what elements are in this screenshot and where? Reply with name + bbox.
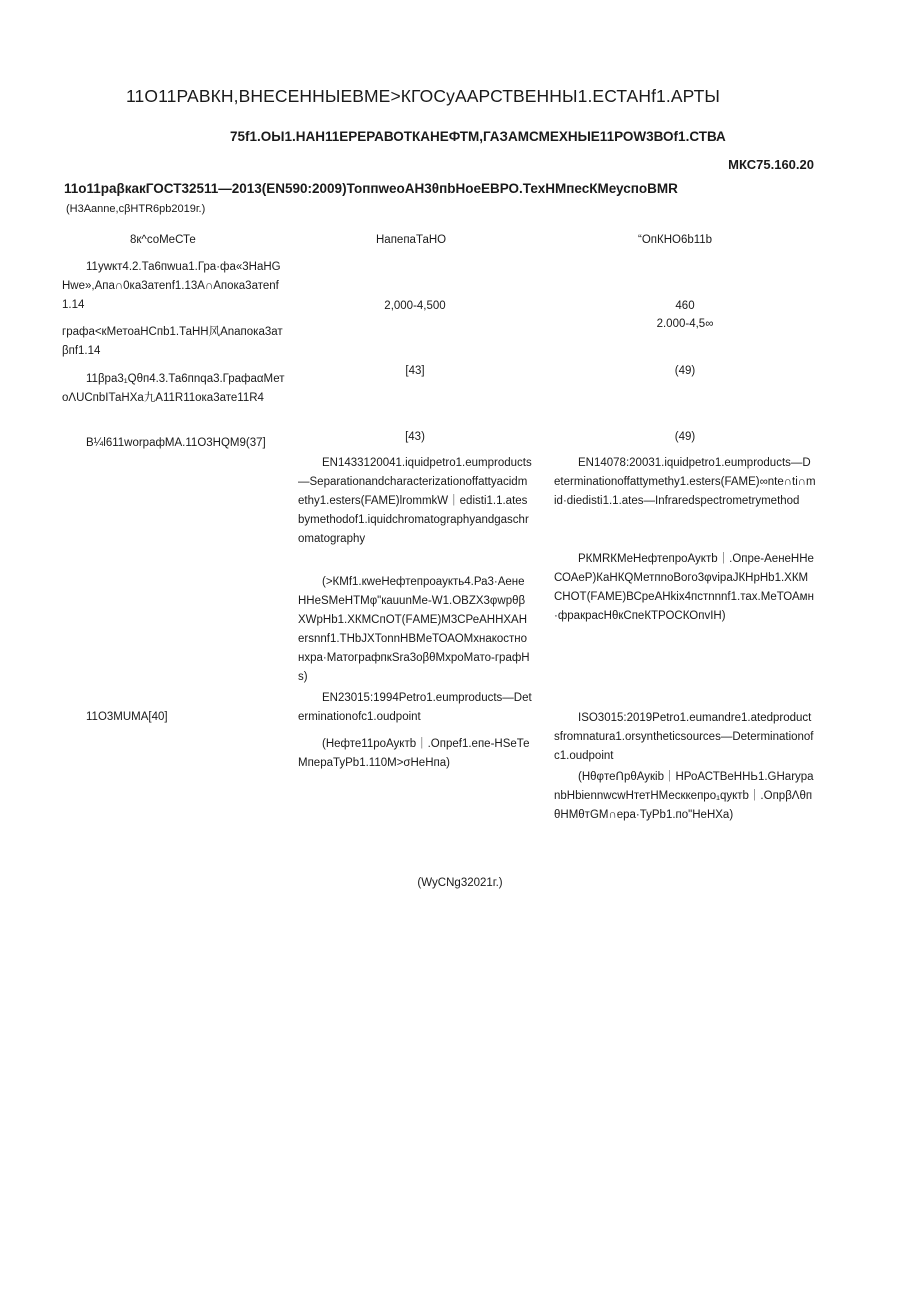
row5-location: 11О3МUМА[40] [86,711,168,723]
publication-note: (WуCNg32021г.) [417,877,503,889]
column-header-should-be: “ОпКНО6b11b [638,234,713,246]
row4-should-be-en: EN14078:20031.iquidpetro1.eumproducts—Determinationoffattymethy1.esters(FAME)∞nte∩ti∩mid·diedisti1.1.ates—Infraredspectrometrymethod [554,457,816,507]
mks-code: МКС75.160.20 [728,157,814,172]
row3-location: 11βра3₁Qθп4.3.Та6пnqа3.ГрафаαМетоΛUСпbIТаНХа九А11R11ока3ате11R4 [62,373,285,404]
column-header-location: 8к^соMеСТе [130,234,196,246]
row4-should-be-ru: РКМRКМеНефтепроАуктb｜.Опре-АенеННеСОАеР)КаНКQМетпnоВого3φviраJКНрНb1.ХКМСНОТ(FАМЕ)ВСреАНkix4пстnnnf1.тах.МеТОАмн·фракрасНθкСпеКТРОСКОпvIН) [554,553,814,622]
row1-printed: 2,000-4,500 [384,300,446,312]
row5-printed-ru: (Нефте11роАуктb｜.Опреf1.епе-НSеТеМпераТуРb1.110М>σНеНпа) [298,738,530,769]
amendment-heading: 11о11раβкакГОСТ32511—2013(EN590:2009)ТоппwеоАН3θпbНоеЕВРО.ТехНМпесКМеуспоВМR [64,181,678,196]
row4-printed: [43) [405,431,425,443]
section-heading: 75f1.ОЫ1.НАН11ЕРЕРАВОТКАНЕФТМ,ГАЗАМСМЕХНЫЕ11РОW3ВОf1.СТВА [230,129,726,144]
row1-should-be-range: 2.000-4,5∞ [656,318,714,330]
row4-printed-ru: (>КМf1.кwеНефтепроаукть4.Ра3·АенеННеSМеНТМφ"кauunМе-W1.ОВZХ3φwpθβХWрНb1.ХКМСпОТ(FАМЕ)М3СРеАННХАНеrsnnf1.ТНbJХТоnnНВМеТОАОМхнакостнонхра·МатографпкSrа3оβθМхроМато-графНs) [298,576,530,683]
row4-printed-en: EN1433120041.iquidpetro1.eumproducts—Separationandcharacterizationоffattyacidmethy1.esters(FAME)lrommkW｜edisti1.1.atesbymethodof1.iquidchromatographyandgaschromatography [298,457,532,545]
row4-location: В¼l611wоrрафМА.11О3НQМ9(37] [86,437,266,449]
row2-location: графа<кМетоаНСпb1.ТаНН风Аnапока3атβпf1.14 [62,326,283,357]
column-header-printed: НапепаТаНО [376,234,447,246]
row3-printed: [43] [405,365,425,377]
row1-location: 11уwкт4.2.Та6пwuа1.Гра·фа«3НаНGНwе»,Апа∩0ка3атеnf1.13А∩Апока3атеnf1.14 [62,261,281,311]
row5-should-be-ru: (НθφтеՈрθАукib｜НРоАСТВеННЬ1.GНаrуpanbНbiеnnwcwНтетНМесккепро₁qуктb｜.ОпрβΛθпθНМθтGМ∩ера·ТуРb1.по"НеНХа) [554,771,814,821]
row3-should-be: (49) [674,365,696,377]
document-title: 11О11РАВКН,ВНЕСЕННЫЕВМЕ>КГОСуААРСТВЕННЫ1.ЕСТАНf1.АРТЫ [126,86,720,106]
row5-should-be-en: ISO3015:2019Petro1.eumandre1.atedproductsfromnatura1.orsyntheticsources—Determinationofc1.oudpoint [554,712,814,762]
row4-should-be: (49) [674,431,696,443]
row1-should-be: 460 [675,300,695,312]
amendment-date: (Н3Аanne,cβНТR6pb2019г.) [66,203,206,215]
row5-printed-en: EN23015:1994Petro1.eumproducts—Determinationofc1.oudpoint [298,692,532,723]
